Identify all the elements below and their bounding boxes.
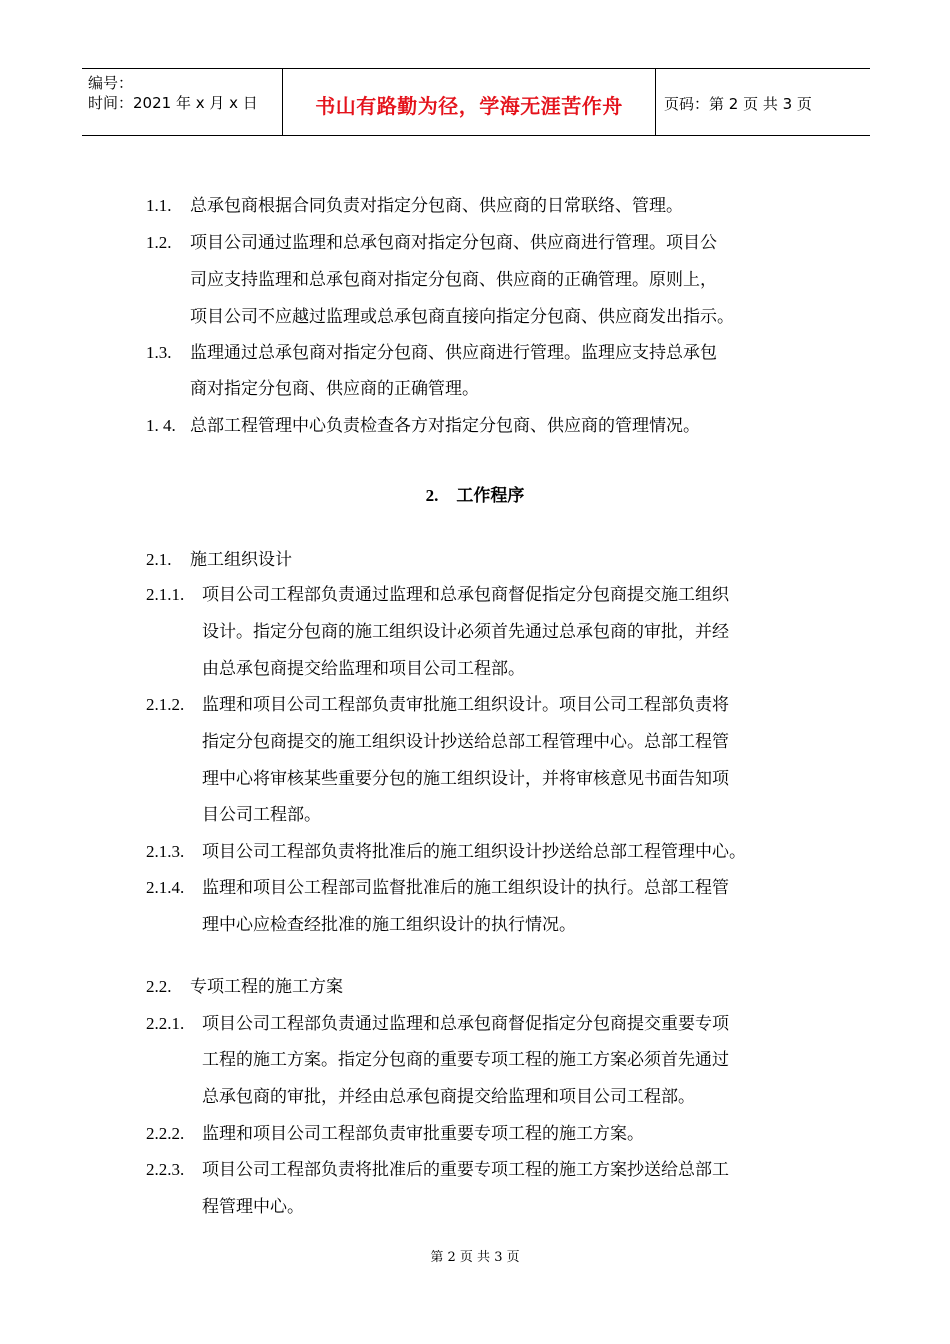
document-date: 时间：2021 年 x 月 x 日 bbox=[88, 94, 258, 112]
item-number: 1. 4. bbox=[146, 416, 176, 435]
subsection-title: 专项工程的施工方案 bbox=[190, 977, 343, 997]
subsection-number: 2.2. bbox=[146, 977, 172, 996]
header-motto-cell bbox=[282, 69, 656, 135]
header-page-cell bbox=[656, 69, 870, 135]
item-text: 监理和项目公司工程部负责审批重要专项工程的施工方案。 bbox=[202, 1124, 644, 1144]
item-text: 项目公司工程部负责通过监理和总承包商督促指定分包商提交施工组织 bbox=[202, 585, 729, 605]
item-text: 工程的施工方案。指定分包商的重要专项工程的施工方案必须首先通过 bbox=[202, 1050, 729, 1070]
item-text: 监理和项目公工程部司监督批准后的施工组织设计的执行。总部工程管 bbox=[202, 878, 729, 898]
item-text: 项目公司工程部负责将批准后的施工组织设计抄送给总部工程管理中心。 bbox=[202, 842, 746, 862]
item-text: 目公司工程部。 bbox=[202, 805, 321, 825]
item-text: 司应支持监理和总承包商对指定分包商、供应商的正确管理。原则上， bbox=[190, 270, 717, 290]
motto-text: 书山有路勤为径，学海无涯苦作舟 bbox=[315, 93, 623, 118]
section-title bbox=[0, 484, 950, 508]
item-text: 设计。指定分包商的施工组织设计必须首先通过总承包商的审批，并经 bbox=[202, 622, 729, 642]
section-title-text: 工作程序 bbox=[456, 486, 525, 506]
header-table bbox=[82, 68, 870, 136]
item-number: 1.2. bbox=[146, 233, 172, 252]
item-text: 程管理中心。 bbox=[202, 1197, 304, 1217]
item-text: 理中心将审核某些重要分包的施工组织设计，并将审核意见书面告知项 bbox=[202, 769, 729, 789]
item-number: 1.1. bbox=[146, 196, 172, 215]
section-number: 2. bbox=[425, 486, 439, 505]
item-text: 监理和项目公司工程部负责审批施工组织设计。项目公司工程部负责将 bbox=[202, 695, 729, 715]
item-text: 商对指定分包商、供应商的正确管理。 bbox=[190, 379, 479, 399]
item-text: 监理通过总承包商对指定分包商、供应商进行管理。监理应支持总承包 bbox=[190, 343, 717, 363]
item-text: 总部工程管理中心负责检查各方对指定分包商、供应商的管理情况。 bbox=[190, 416, 700, 436]
header-info-cell bbox=[82, 69, 282, 135]
page-footer: 第 2 页 共 3 页 bbox=[430, 1250, 520, 1265]
document-number: 编号： bbox=[88, 74, 134, 92]
item-text: 总承包商的审批，并经由总承包商提交给监理和项目公司工程部。 bbox=[202, 1087, 695, 1107]
item-text: 总承包商根据合同负责对指定分包商、供应商的日常联络、管理。 bbox=[190, 196, 683, 216]
item-text: 项目公司不应越过监理或总承包商直接向指定分包商、供应商发出指示。 bbox=[190, 307, 734, 327]
item-number: 2.1.3. bbox=[146, 842, 185, 861]
item-number: 2.1.2. bbox=[146, 695, 185, 714]
page-code: 页码：第 2 页 共 3 页 bbox=[664, 94, 812, 113]
item-text: 项目公司通过监理和总承包商对指定分包商、供应商进行管理。项目公 bbox=[190, 233, 717, 253]
subsection-title: 施工组织设计 bbox=[190, 550, 292, 570]
subsection-number: 2.1. bbox=[146, 550, 172, 569]
item-number: 1.3. bbox=[146, 343, 172, 362]
item-number: 2.2.2. bbox=[146, 1124, 185, 1143]
item-number: 2.1.1. bbox=[146, 585, 185, 604]
item-text: 由总承包商提交给监理和项目公司工程部。 bbox=[202, 659, 525, 679]
item-number: 2.1.4. bbox=[146, 878, 185, 897]
item-text: 项目公司工程部负责通过监理和总承包商督促指定分包商提交重要专项 bbox=[202, 1014, 729, 1034]
item-number: 2.2.3. bbox=[146, 1160, 185, 1179]
item-text: 项目公司工程部负责将批准后的重要专项工程的施工方案抄送给总部工 bbox=[202, 1160, 729, 1180]
item-number: 2.2.1. bbox=[146, 1014, 185, 1033]
item-text: 理中心应检查经批准的施工组织设计的执行情况。 bbox=[202, 915, 576, 935]
item-text: 指定分包商提交的施工组织设计抄送给总部工程管理中心。总部工程管 bbox=[202, 732, 729, 752]
